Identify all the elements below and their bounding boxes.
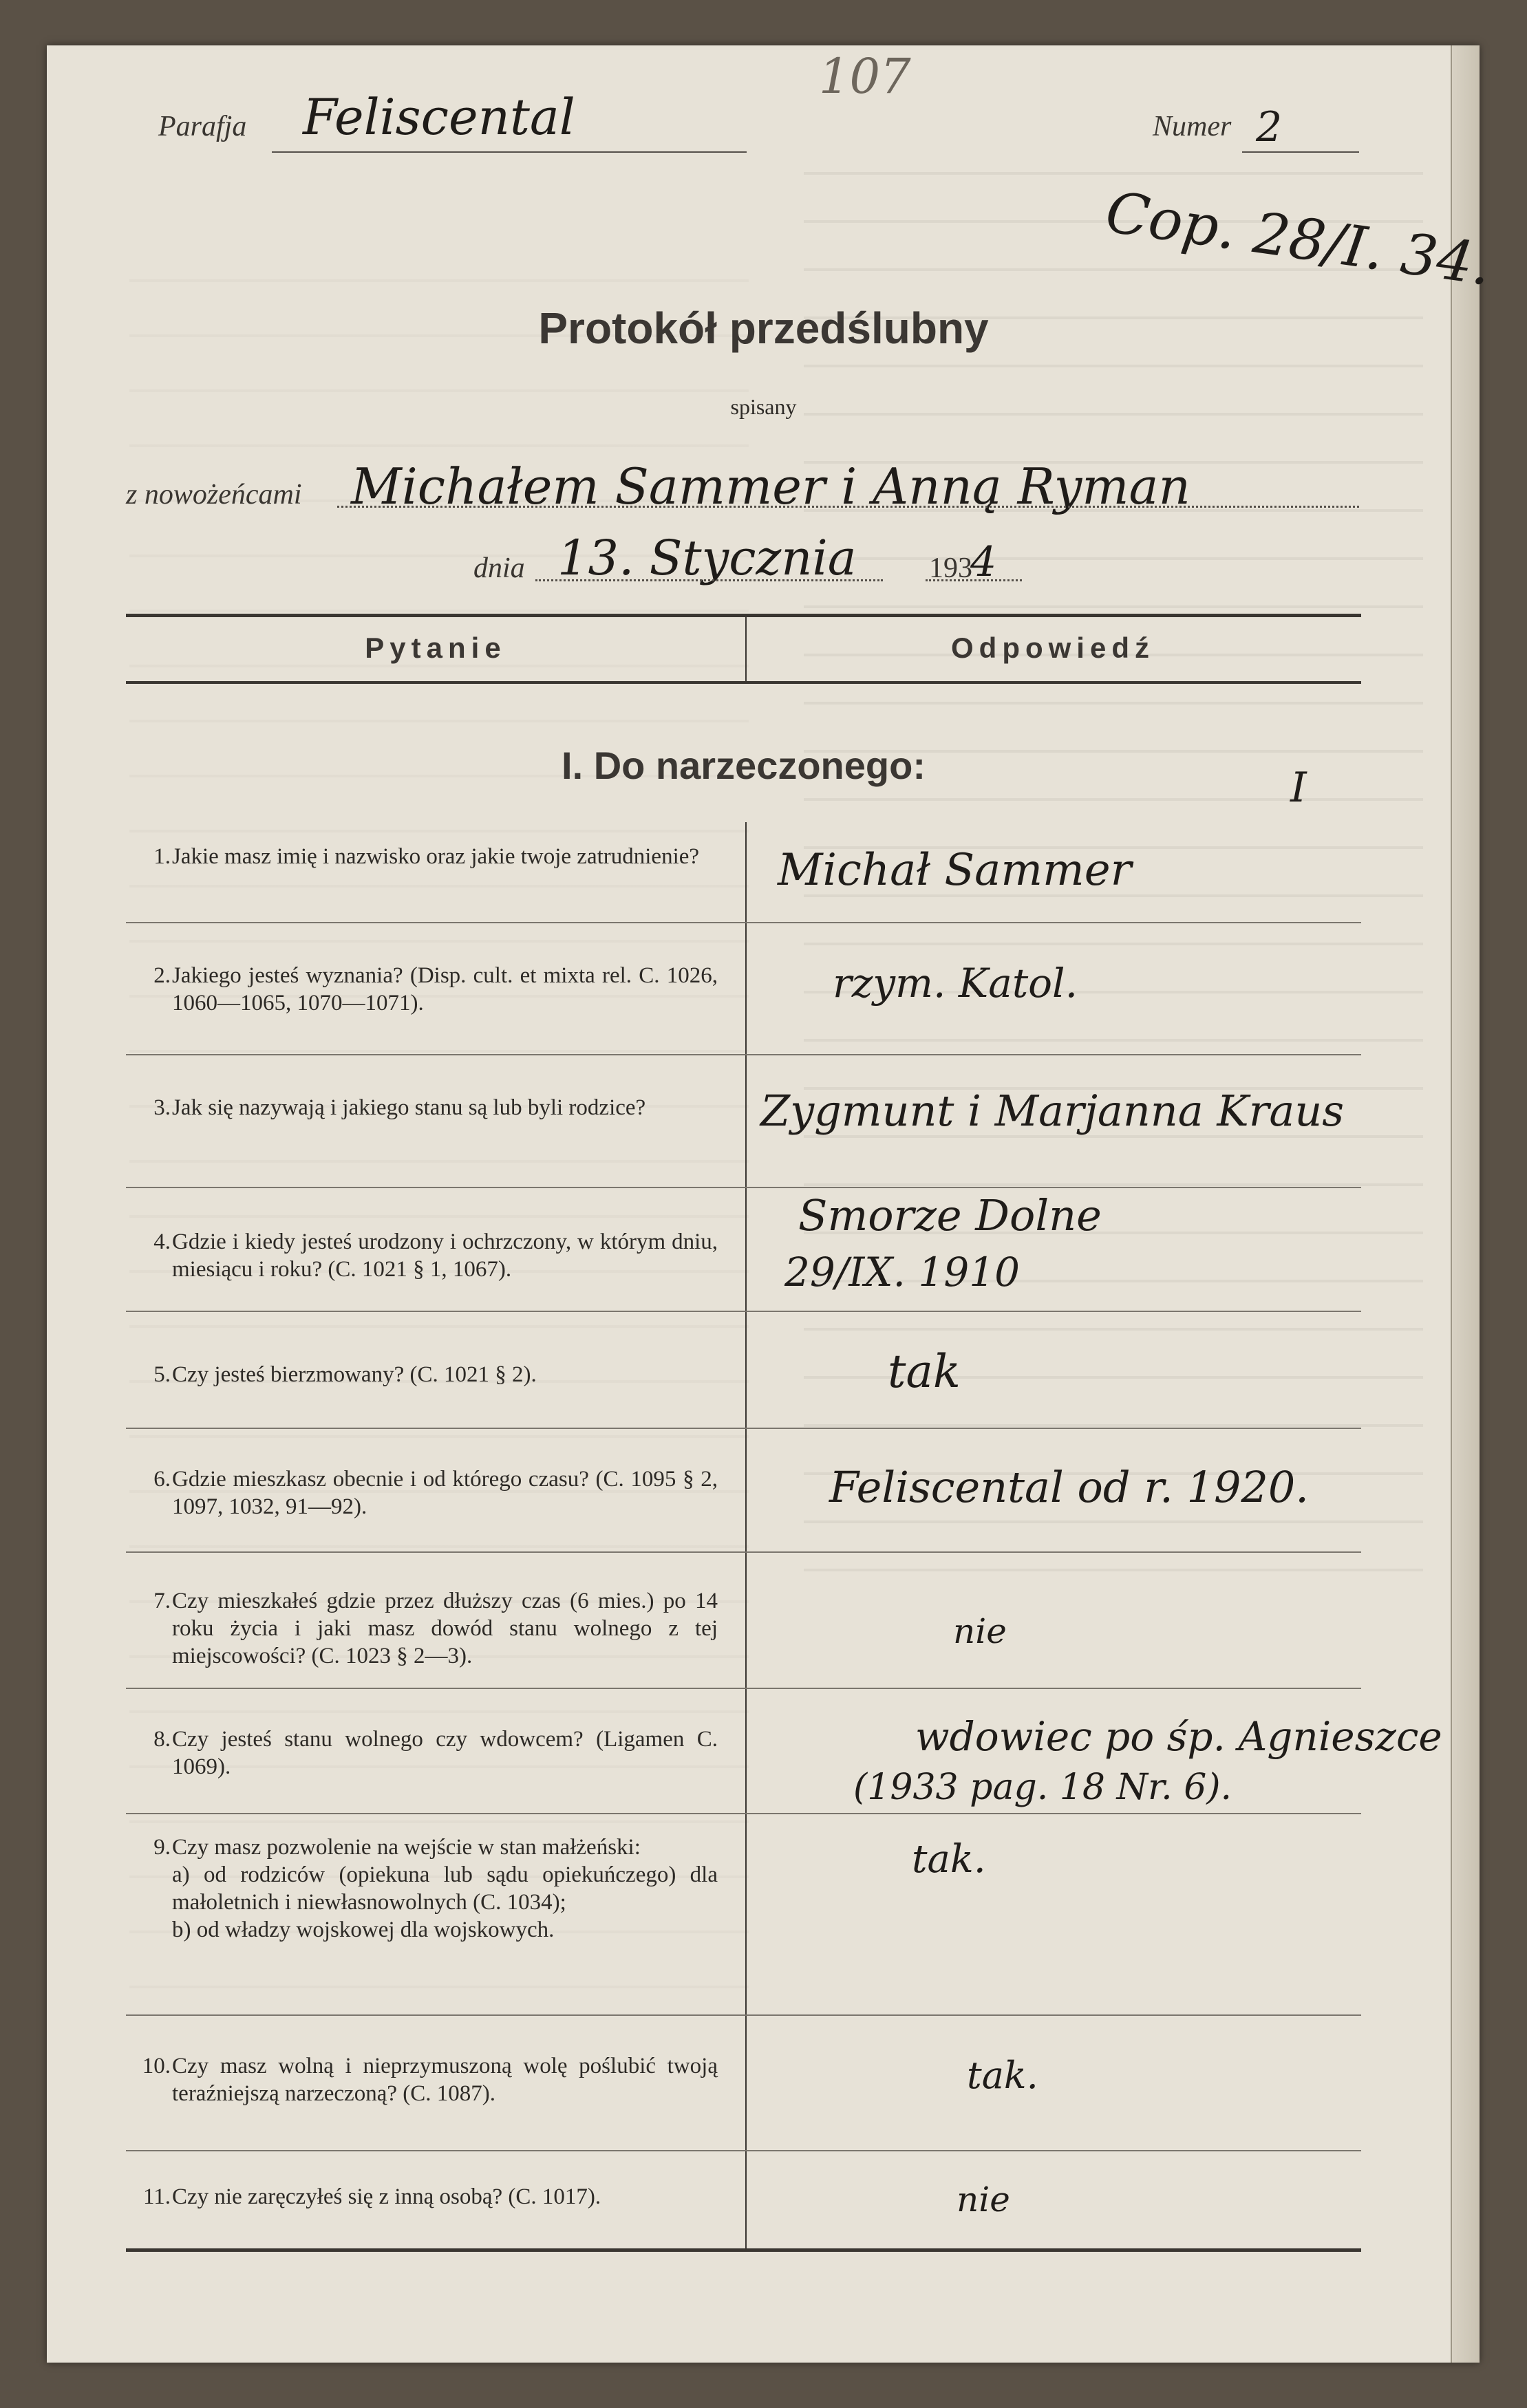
- couple-value: Michałem Sammer i Anną Ryman: [351, 458, 1190, 515]
- section-margin-mark: I: [1290, 764, 1307, 812]
- row-separator: [126, 922, 1361, 923]
- question-9b: b) od władzy wojskowej dla wojskowych.: [172, 1917, 555, 1942]
- question-text: Czy masz pozwolenie na wejście w stan małżeński:: [172, 1835, 641, 1860]
- question-number: 7.: [153, 1589, 171, 1613]
- date-dotline: [535, 579, 883, 581]
- question-text: Jakie masz imię i nazwisko oraz jakie twoje zatrudnienie?: [172, 844, 700, 869]
- question-text: Gdzie i kiedy jesteś urodzony i ochrzczony, w którym dniu, miesiącu i roku? (C. 1021 § 1, 1067).: [172, 1229, 718, 1282]
- row-separator: [126, 1813, 1361, 1814]
- question-9a: a) od rodziców (opiekuna lub sądu opiekuńczego) dla małoletnich i niewłasnowolnych (C. 1034);: [172, 1862, 718, 1915]
- row-separator: [126, 1551, 1361, 1553]
- answer-4-place: Smorze Dolne: [798, 1190, 1102, 1240]
- question-8: [126, 1726, 718, 1781]
- number-label: Numer: [1153, 111, 1232, 142]
- question-text: Jak się nazywają i jakiego stanu są lub byli rodzice?: [172, 1095, 646, 1120]
- parish-label: Parafja: [158, 111, 247, 142]
- question-number: 5.: [153, 1362, 171, 1387]
- question-number: 3.: [153, 1095, 171, 1120]
- parish-value: Feliscental: [303, 88, 575, 146]
- corner-note: 107: [819, 48, 911, 105]
- row-separator: [126, 1428, 1361, 1429]
- answer-11: nie: [957, 2180, 1010, 2219]
- question-11: [126, 2183, 718, 2211]
- column-header-question: Pytanie: [365, 632, 506, 664]
- row-separator: [126, 1688, 1361, 1689]
- question-1: [126, 843, 718, 870]
- question-10: [126, 2052, 718, 2107]
- answer-2: rzym. Katol.: [833, 960, 1078, 1007]
- parish-underline: [272, 151, 747, 153]
- question-4: [126, 1228, 718, 1283]
- table-header-rule: [126, 681, 1361, 684]
- question-number: 2.: [153, 963, 171, 988]
- question-text: Gdzie mieszkasz obecnie i od którego czasu? (C. 1095 § 2, 1097, 1032, 91—92).: [172, 1467, 718, 1519]
- date-value: 13. Stycznia: [557, 530, 857, 586]
- question-number: 10.: [142, 2054, 171, 2078]
- question-text: Czy jesteś stanu wolnego czy wdowcem? (Ligamen C. 1069).: [172, 1727, 718, 1779]
- answer-8-line1: wdowiec po śp. Agnieszce: [915, 1713, 1442, 1760]
- answer-8-line2: (1933 pag. 18 Nr. 6).: [853, 1767, 1232, 1808]
- question-text: Czy jesteś bierzmowany? (C. 1021 § 2).: [172, 1362, 537, 1387]
- row-separator: [126, 1054, 1361, 1055]
- question-text: Czy nie zaręczyłeś się z inną osobą? (C. 1017).: [172, 2184, 601, 2209]
- number-underline: [1242, 151, 1359, 153]
- question-text: Czy mieszkałeś gdzie przez dłuższy czas (6 mies.) po 14 roku życia i jaki masz dowód stanu wolnego z tej miejscowości? (C. 1023 § 2—3).: [172, 1589, 718, 1668]
- table-bottom-rule: [126, 2248, 1361, 2252]
- answer-10: tak.: [967, 2054, 1038, 2097]
- row-separator: [126, 1311, 1361, 1312]
- question-text: Czy masz wolną i nieprzymuszoną wolę poślubić twoją teraźniejszą narzeczoną? (C. 1087).: [172, 2054, 718, 2106]
- answer-7: nie: [953, 1611, 1007, 1651]
- answer-1: Michał Sammer: [778, 845, 1132, 896]
- question-text: Jakiego jesteś wyznania? (Disp. cult. et mixta rel. C. 1026, 1060—1065, 1070—1071).: [172, 963, 718, 1015]
- couple-dotline: [337, 506, 1359, 508]
- question-6: [126, 1465, 718, 1520]
- question-number: 1.: [153, 844, 171, 869]
- question-number: 11.: [142, 2184, 171, 2209]
- table-column-divider: [745, 822, 747, 2250]
- question-3: [126, 1094, 718, 1121]
- question-number: 6.: [153, 1467, 171, 1492]
- number-value: 2: [1256, 103, 1283, 151]
- question-number: 9.: [153, 1835, 171, 1860]
- section-title: I. Do narzeczonego:: [562, 744, 926, 787]
- question-number: 4.: [153, 1229, 171, 1254]
- question-9: [126, 1834, 718, 1944]
- answer-6: Feliscental od r. 1920.: [829, 1462, 1310, 1512]
- page-edge: [1451, 45, 1480, 2363]
- page-subtitle: spisany: [730, 394, 797, 419]
- answer-3: Zygmunt i Marjanna Kraus: [760, 1086, 1345, 1136]
- year-suffix: 4: [970, 538, 997, 586]
- row-separator: [126, 2150, 1361, 2151]
- question-2: [126, 962, 718, 1017]
- year-prefix: 193: [929, 552, 972, 584]
- side-note: Cop. 28/I. 34.: [1102, 180, 1495, 299]
- column-header-answer: Odpowiedź: [951, 632, 1155, 664]
- year-dotline: [926, 579, 1022, 581]
- question-5: [126, 1361, 718, 1388]
- question-number: 8.: [153, 1727, 171, 1752]
- answer-4-date: 29/IX. 1910: [784, 1249, 1021, 1296]
- row-separator: [126, 2014, 1361, 2016]
- couple-label: z nowożeńcami: [126, 479, 302, 510]
- answer-5: tak: [888, 1345, 961, 1398]
- header-column-divider: [745, 616, 747, 681]
- table-top-rule: [126, 614, 1361, 617]
- date-label: dnia: [473, 552, 525, 584]
- row-separator: [126, 1187, 1361, 1188]
- answer-9: tak.: [912, 1837, 986, 1882]
- question-7: [126, 1587, 718, 1670]
- page-title: Protokół przedślubny: [538, 303, 989, 353]
